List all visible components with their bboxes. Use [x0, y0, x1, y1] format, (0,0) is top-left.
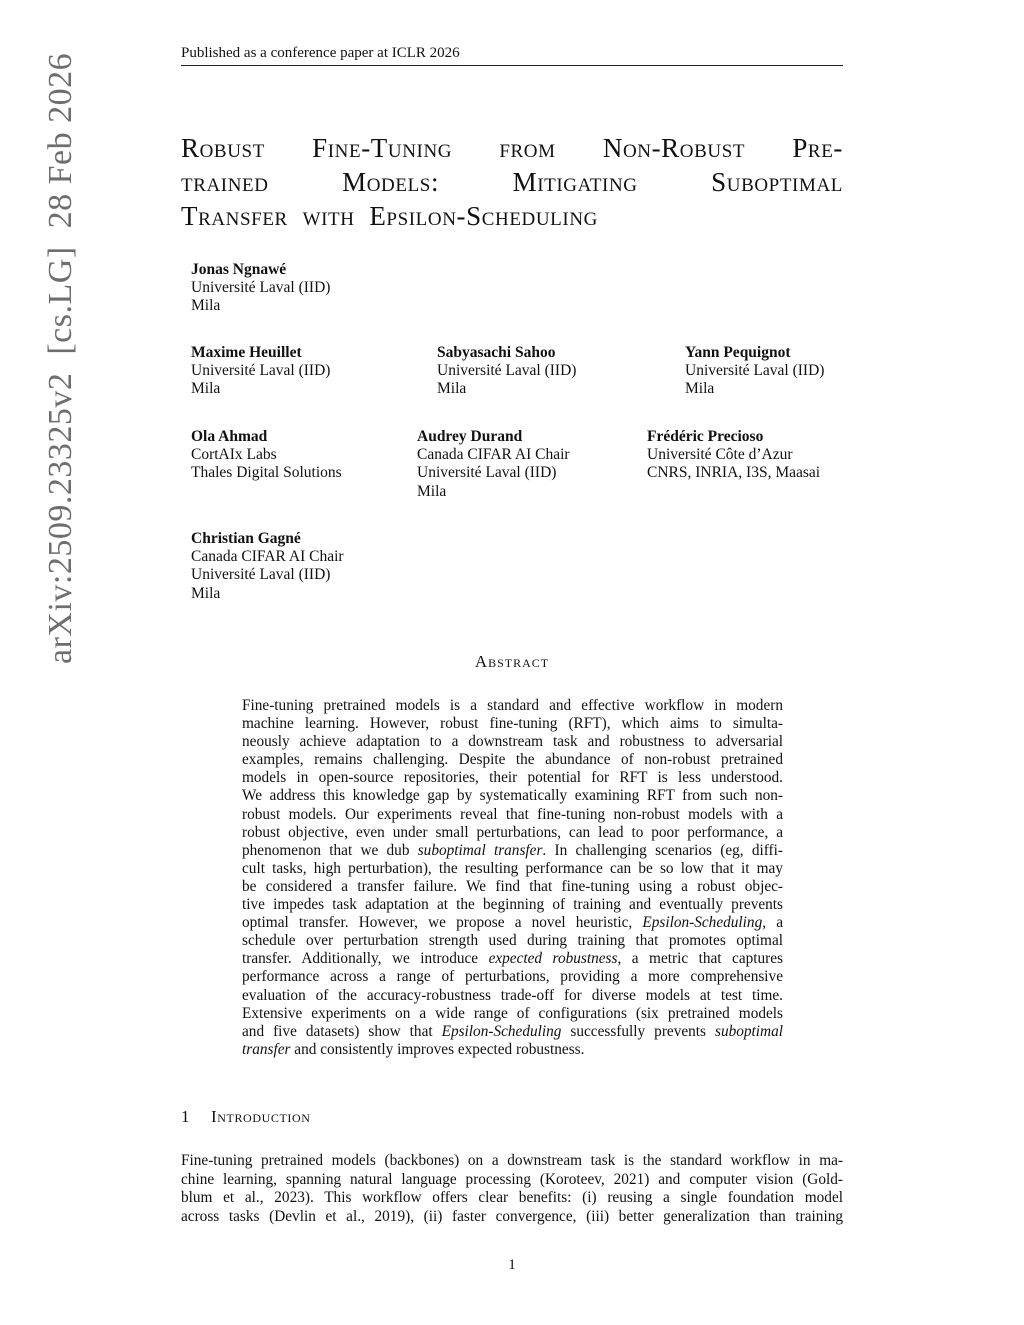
author-affiliation: Canada CIFAR AI Chair — [191, 548, 344, 566]
abstract-line: robust objective, even under small perturbations, can lead to poor performance, a — [242, 823, 783, 841]
abstract-line: cult tasks, high perturbation), the resulting performance can be so low that it may — [242, 859, 783, 877]
abstract-body — [242, 697, 783, 1059]
emphasis-term: Epsilon-Scheduling — [642, 914, 763, 932]
emphasis-term: Epsilon-Scheduling — [441, 1022, 562, 1040]
text-run: optimal transfer. However, we propose a novel heuristic, — [242, 914, 643, 932]
abstract-line: neously achieve adaptation to a downstream task and robustness to adversarial — [242, 733, 783, 751]
title-word: Fine-Tuning — [312, 133, 453, 163]
author-affiliation: Mila — [417, 482, 447, 500]
title-line-3 — [181, 199, 843, 233]
author-affiliation: Université Laval (IID) — [191, 362, 331, 380]
abstract-line: be considered a transfer failure. We find that fine-tuning using a robust objec- — [242, 877, 783, 895]
author-block — [417, 428, 570, 501]
body-line: blum et al., 2023). This workflow offers clear benefits: (i) reusing a single foundation model — [181, 1189, 843, 1207]
title-word: Pre- — [792, 133, 843, 163]
abstract-line — [242, 1023, 783, 1041]
abstract-line: tive impedes task adaptation at the beginning of training and eventually prevents — [242, 896, 783, 914]
paper-title — [181, 131, 843, 233]
emphasis-term: transfer — [242, 1040, 291, 1058]
title-word: Models: — [342, 167, 440, 197]
section-number: 1 — [181, 1107, 190, 1126]
title-word: trained — [181, 167, 269, 197]
header-rule — [181, 65, 843, 66]
introduction-body — [181, 1152, 843, 1226]
text-run: successfully prevents — [561, 1022, 715, 1040]
body-line: chine learning, spanning natural language processing (Koroteev, 2021) and computer vision (Gold- — [181, 1170, 843, 1188]
author-affiliation: Mila — [191, 380, 221, 398]
title-word: Transfer — [181, 201, 288, 231]
abstract-line: models in open-source repositories, their potential for RFT is less understood. — [242, 769, 783, 787]
title-word: from — [499, 133, 556, 163]
abstract-line — [242, 950, 783, 968]
title-word: Non-Robust — [602, 133, 746, 163]
text-run: and five datasets) show that — [242, 1022, 442, 1040]
abstract-line — [242, 1041, 783, 1059]
title-word: Mitigating — [512, 167, 638, 197]
author-affiliation: Canada CIFAR AI Chair — [417, 446, 570, 464]
author-affiliation: Mila — [191, 297, 221, 315]
emphasis-term: suboptimal — [715, 1022, 783, 1040]
page-number: 1 — [508, 1257, 516, 1273]
text-run: transfer. Additionally, we introduce — [242, 950, 489, 968]
author-name: Frédéric Precioso — [647, 428, 764, 445]
author-affiliation: Université Laval (IID) — [437, 362, 577, 380]
emphasis-term: expected robustness — [488, 950, 618, 968]
author-block — [647, 428, 820, 483]
author-block — [191, 344, 330, 399]
emphasis-term: suboptimal transfer — [417, 841, 543, 859]
author-affiliation: Université Laval (IID) — [191, 279, 331, 297]
text-run: phenomenon that we dub — [242, 841, 418, 859]
author-affiliation: Université Côte d’Azur — [647, 446, 793, 464]
title-word: Epsilon-Scheduling — [369, 201, 598, 231]
author-affiliation: Thales Digital Solutions — [191, 464, 342, 482]
abstract-heading: Abstract — [474, 652, 550, 671]
text-run: and consistently improves expected robustness. — [290, 1040, 585, 1058]
text-run: , a — [762, 914, 783, 932]
body-line: across tasks (Devlin et al., 2019), (ii) faster convergence, (iii) better generalization than training — [181, 1207, 843, 1225]
author-affiliation: Université Laval (IID) — [685, 362, 825, 380]
author-affiliation: CNRS, INRIA, I3S, Maasai — [647, 464, 821, 482]
author-name: Christian Gagné — [191, 530, 301, 547]
author-affiliation: CortAIx Labs — [191, 446, 277, 464]
author-name: Yann Pequignot — [685, 344, 791, 361]
author-affiliation: Mila — [437, 380, 467, 398]
abstract-line: schedule over perturbation strength used during training that promotes optimal — [242, 932, 783, 950]
author-affiliation: Mila — [191, 584, 221, 602]
abstract-line: evaluation of the accuracy-robustness trade-off for diverse models at test time. — [242, 986, 783, 1004]
section-heading — [181, 1107, 311, 1127]
abstract-line: machine learning. However, robust fine-tuning (RFT), which aims to simulta- — [242, 715, 783, 733]
abstract-line: Extensive experiments on a wide range of configurations (six pretrained models — [242, 1004, 783, 1022]
abstract-line: performance across a range of perturbations, providing a more comprehensive — [242, 968, 783, 986]
running-header: Published as a conference paper at ICLR 2026 — [181, 45, 460, 61]
author-name: Audrey Durand — [417, 428, 523, 445]
author-name: Maxime Heuillet — [191, 344, 302, 361]
title-line-2 — [181, 165, 843, 199]
author-name: Jonas Ngnawé — [191, 261, 287, 278]
title-word: Robust — [181, 133, 265, 163]
author-affiliation: Mila — [685, 380, 715, 398]
text-run: . In challenging scenarios (eg, diffi- — [542, 841, 783, 859]
author-block — [685, 344, 824, 399]
section-title: Introduction — [211, 1107, 311, 1126]
title-line-1 — [181, 131, 843, 165]
text-run: , a metric that captures — [617, 950, 783, 968]
author-name: Sabyasachi Sahoo — [437, 344, 556, 361]
author-affiliation: Université Laval (IID) — [417, 464, 557, 482]
author-affiliation: Université Laval (IID) — [191, 566, 331, 584]
author-block — [191, 428, 342, 483]
title-word: with — [302, 201, 355, 231]
author-block — [191, 530, 344, 603]
arxiv-stamp: arXiv:2509.23325v2 [cs.LG] 28 Feb 2026 — [42, 52, 79, 664]
abstract-line: Fine-tuning pretrained models is a standard and effective workflow in modern — [242, 697, 783, 714]
title-word: Suboptimal — [711, 167, 843, 197]
abstract-line — [242, 914, 783, 932]
author-block — [437, 344, 576, 399]
abstract-line: robust models. Our experiments reveal that fine-tuning non-robust models with a — [242, 805, 783, 823]
abstract-line: We address this knowledge gap by systematically examining RFT from such non- — [242, 787, 783, 805]
body-line: Fine-tuning pretrained models (backbones) on a downstream task is the standard workflow in ma- — [181, 1152, 843, 1169]
author-block — [191, 261, 330, 316]
author-name: Ola Ahmad — [191, 428, 268, 445]
abstract-line: examples, remains challenging. Despite the abundance of non-robust pretrained — [242, 751, 783, 769]
abstract-line — [242, 842, 783, 860]
